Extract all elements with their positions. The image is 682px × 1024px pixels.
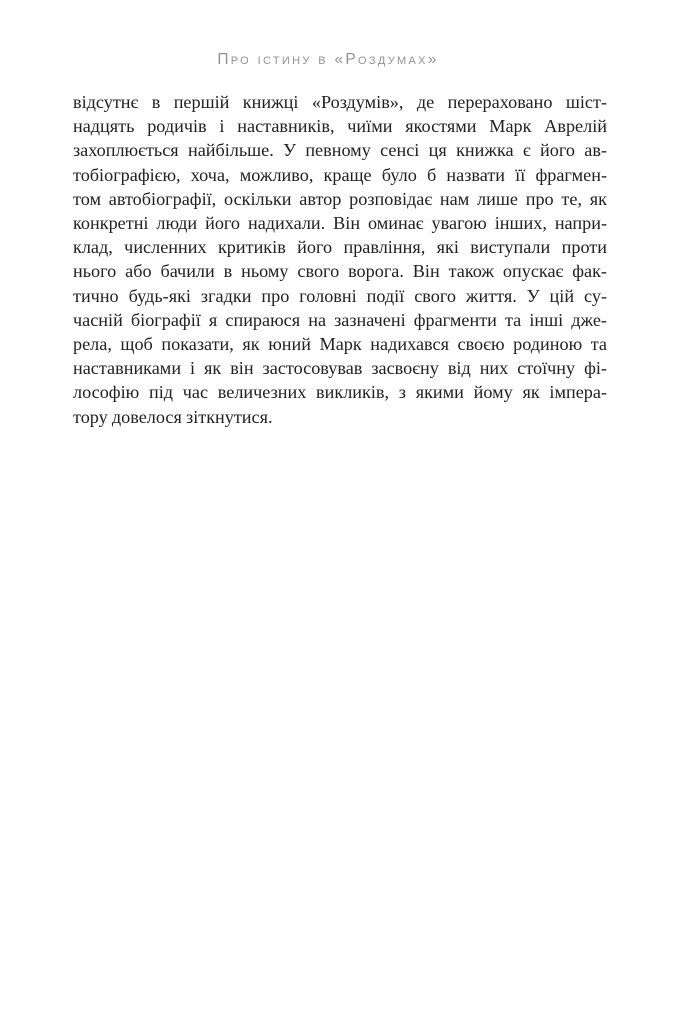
paragraph-line: тобіографією, хоча, можливо, краще було б назвати її фрагмен-	[73, 164, 607, 185]
paragraph-line: том автобіографії, оскільки автор розповідає нам лише про те, як	[73, 188, 607, 209]
running-header: Про істину в «Роздумах»	[217, 51, 439, 68]
paragraph-line: наставниками і як він застосовував засвоєну від них стоїчну фі-	[73, 358, 607, 379]
paragraph-line: тично будь-які згадки про головні події свого життя. У цій су-	[73, 285, 607, 306]
paragraph-line: нього або бачили в ньому свого ворога. Він також опускає фак-	[73, 261, 607, 282]
paragraph-line: часній біографії я спираюся на зазначені фрагменти та інші дже-	[73, 309, 607, 330]
paragraph-line: конкретні люди його надихали. Він оминає увагою інших, напри-	[73, 213, 607, 234]
paragraph-line: рела, щоб показати, як юний Марк надихався своєю родиною та	[73, 334, 607, 355]
paragraph-line: тору довелося зіткнутися.	[73, 406, 273, 427]
paragraph-line: клад, численних критиків його правління, які виступали проти	[73, 237, 607, 258]
paragraph-line: відсутнє в першій книжці «Роздумів», де перераховано шіст-	[73, 92, 607, 112]
paragraph-line: лософію під час величезних викликів, з якими йому як імпера-	[73, 382, 607, 403]
body-paragraph	[73, 90, 607, 429]
paragraph-line: захоплюється найбільше. У певному сенсі ця книжка є його ав-	[73, 140, 607, 161]
paragraph-line: надцять родичів і наставників, чиїми якостями Марк Аврелій	[73, 116, 607, 137]
